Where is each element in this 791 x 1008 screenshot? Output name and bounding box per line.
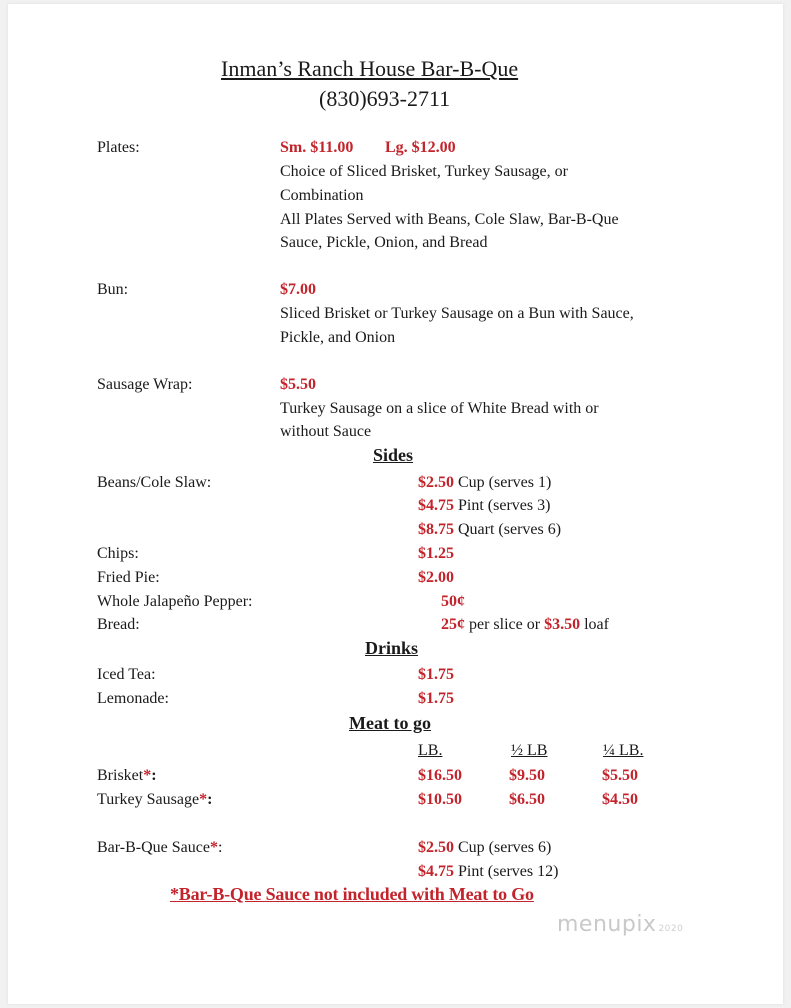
turkey-sausage-label (97, 788, 212, 812)
sauce-size-row (418, 836, 551, 860)
beans-price: $2.50 (418, 474, 454, 491)
sausage-wrap-desc: without Sauce (280, 423, 372, 440)
sauce-size: Pint (serves 12) (458, 863, 559, 880)
jalapeno-price: 50¢ (441, 593, 465, 610)
beans-size: Pint (serves 3) (458, 497, 551, 514)
asterisk-mark: * (199, 791, 208, 808)
sausage-wrap-desc: Turkey Sausage on a slice of White Bread with or (280, 400, 599, 417)
sauce-name: Bar-B-Que Sauce (97, 839, 210, 856)
bread-price-slice: 25¢ (441, 616, 465, 633)
chips-label: Chips: (97, 545, 139, 562)
bread-unit: loaf (584, 616, 609, 633)
turkey-sausage-price-half-lb: $6.50 (509, 791, 545, 808)
meat-to-go-heading: Meat to go (349, 713, 431, 733)
plates-desc: Combination (280, 187, 364, 204)
plates-desc: Choice of Sliced Brisket, Turkey Sausage, or (280, 163, 568, 180)
label-colon: : (207, 791, 213, 808)
label-colon: : (151, 767, 157, 784)
brisket-price-lb: $16.50 (418, 767, 462, 784)
column-header-half-lb: ½ LB (511, 742, 548, 759)
sauce-size: Cup (serves 6) (458, 839, 552, 856)
sausage-wrap-price: $5.50 (280, 376, 316, 393)
sausage-wrap-label: Sausage Wrap: (97, 376, 193, 393)
bread-mid-text: per slice or (469, 616, 541, 633)
asterisk-mark: * (143, 767, 152, 784)
phone-number: (830)693-2711 (319, 86, 451, 111)
sides-heading: Sides (373, 445, 414, 465)
turkey-sausage-price-quarter-lb: $4.50 (602, 791, 638, 808)
bun-desc: Sliced Brisket or Turkey Sausage on a Bun with Sauce, (280, 305, 634, 322)
sauce-label (97, 836, 222, 860)
plates-label: Plates: (97, 139, 140, 156)
sauce-size-row (418, 860, 558, 884)
bread-price-row (441, 613, 609, 637)
column-header-quarter-lb: ¼ LB. (603, 742, 644, 759)
turkey-sausage-price-lb: $10.50 (418, 791, 462, 808)
menupix-watermark (557, 912, 683, 937)
bun-label: Bun: (97, 281, 129, 298)
menu-page (8, 4, 783, 1004)
plates-price-small: Sm. $11.00 (280, 139, 354, 156)
fried-pie-label: Fried Pie: (97, 569, 160, 586)
brisket-label (97, 764, 157, 788)
bun-price: $7.00 (280, 281, 316, 298)
beans-size: Quart (serves 6) (458, 521, 562, 538)
lemonade-price: $1.75 (418, 690, 454, 707)
jalapeno-label: Whole Jalapeño Pepper: (97, 593, 253, 610)
footnote: *Bar-B-Que Sauce not included with Meat to Go (170, 884, 534, 904)
beans-size: Cup (serves 1) (458, 474, 552, 491)
brisket-price-quarter-lb: $5.50 (602, 767, 638, 784)
restaurant-title: Inman’s Ranch House Bar-B-Que (221, 56, 519, 81)
watermark-year: 2020 (658, 924, 684, 934)
beans-size-row (418, 494, 550, 518)
label-colon: : (217, 839, 223, 856)
asterisk-mark: * (209, 839, 218, 856)
bread-price-loaf: $3.50 (544, 616, 581, 633)
brisket-name: Brisket (97, 767, 144, 784)
beans-size-row (418, 518, 561, 542)
chips-price: $1.25 (418, 545, 454, 562)
beans-size-row (418, 471, 551, 495)
bread-label: Bread: (97, 616, 140, 633)
beans-label: Beans/Cole Slaw: (97, 474, 212, 491)
iced-tea-label: Iced Tea: (97, 666, 156, 683)
sauce-price: $4.75 (418, 863, 454, 880)
sauce-price: $2.50 (418, 839, 454, 856)
watermark-brand: menupix (557, 912, 657, 937)
iced-tea-price: $1.75 (418, 666, 454, 683)
fried-pie-price: $2.00 (418, 569, 454, 586)
lemonade-label: Lemonade: (97, 690, 169, 707)
beans-price: $8.75 (418, 521, 454, 538)
bun-desc: Pickle, and Onion (280, 329, 396, 346)
beans-price: $4.75 (418, 497, 454, 514)
column-header-lb: LB. (418, 742, 443, 759)
turkey-sausage-name: Turkey Sausage (97, 791, 200, 808)
drinks-heading: Drinks (365, 638, 419, 658)
brisket-price-half-lb: $9.50 (509, 767, 545, 784)
plates-desc: Sauce, Pickle, Onion, and Bread (280, 234, 488, 251)
plates-price-large: Lg. $12.00 (385, 139, 456, 156)
plates-desc: All Plates Served with Beans, Cole Slaw, Bar-B-Que (280, 211, 619, 228)
